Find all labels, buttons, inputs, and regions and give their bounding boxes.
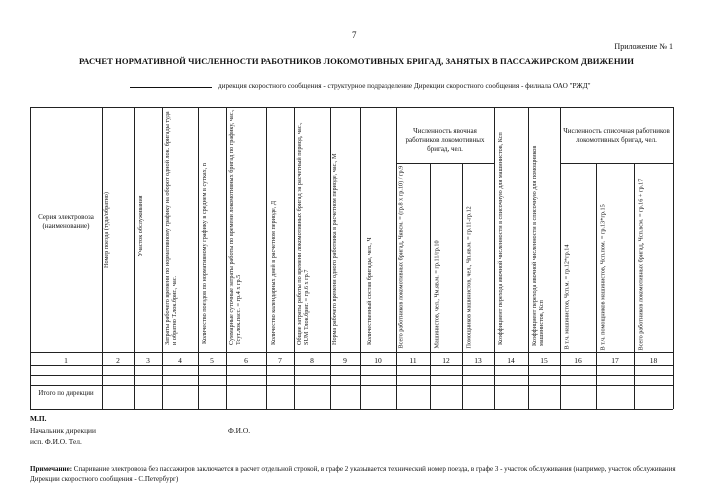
column-number: 17 xyxy=(611,356,619,365)
column-number: 4 xyxy=(178,356,182,365)
executor-label: исп. Ф.И.О. Тел. xyxy=(30,437,82,446)
column-number: 9 xyxy=(343,356,347,365)
document-title: РАСЧЕТ НОРМАТИВНОЙ ЧИСЛЕННОСТИ РАБОТНИКОВ ЛОКОМОТИВНЫХ БРИГАД, ЗАНЯТЫХ В ПАССАЖИРСКОМ ДВИЖЕНИИ xyxy=(78,56,635,66)
total-row-label: Итого по дирекции xyxy=(38,390,94,397)
page-number: 7 xyxy=(352,30,357,40)
header-col-18: Всего работников локомотивных бригад, Чсп.всм. = гр.16 + гр.17 xyxy=(637,178,645,351)
note-label: Примечание: xyxy=(30,465,73,473)
header-col-6: Суммарные суточные затраты работы по времени локомотивных бригад по графику, час., Тсут.лок.пасс. = гр.4 х гр.5 xyxy=(228,109,243,345)
note xyxy=(30,464,680,484)
table-border-bottom xyxy=(30,409,673,410)
stamp-label: М.П. xyxy=(30,414,47,423)
appendix-label: Приложение № 1 xyxy=(614,42,673,51)
header-col-12: Машинистов, чел., Чм.яв.м. = гр.11/гр.10 xyxy=(433,240,441,349)
col-line xyxy=(462,163,463,409)
blank-underline xyxy=(130,80,212,88)
header-col-5: Количество поездов по нормативному графику в среднем в сутках, n xyxy=(201,163,208,344)
document-subtitle xyxy=(130,80,591,90)
header-col-10: Количественный состав бригады, чел., Ч xyxy=(366,237,373,345)
column-number: 3 xyxy=(146,356,150,365)
column-number: 15 xyxy=(540,356,548,365)
col-line xyxy=(596,163,597,409)
head-label: Начальник дирекции xyxy=(30,426,96,435)
header-col-9: Норма рабочего времени одного работника в расчетном периоде, час., М xyxy=(331,153,338,345)
column-number: 6 xyxy=(244,356,248,365)
column-number: 16 xyxy=(574,356,582,365)
column-number: 18 xyxy=(649,356,658,365)
row-line xyxy=(30,385,673,386)
fio-label: Ф.И.О. xyxy=(228,426,251,435)
column-number-line xyxy=(30,365,673,366)
header-col-7: Количество календарных дней в расчетном периоде, Д xyxy=(270,200,277,345)
row-line xyxy=(30,375,673,376)
header-col-4: Затраты рабочего времени по нормативному графику на оборот одной лок. бригады туда и обратно Т.лок.бриг., час. xyxy=(164,111,179,345)
col-line xyxy=(430,163,431,409)
header-col-14: Коэффициент перехода явочной численности в списочную для машинистов, Ксп xyxy=(497,132,504,345)
header-col-1: Серия электровоза (наименование) xyxy=(38,213,94,230)
table-border-top xyxy=(30,107,673,108)
column-number: 1 xyxy=(64,356,68,365)
subtitle-text: дирекция скоростного сообщения - структурное подразделение Дирекции скоростного сообщения - филиала ОАО "РЖД" xyxy=(218,82,591,90)
column-number: 7 xyxy=(278,356,282,365)
header-bottom-line xyxy=(30,352,673,353)
column-number: 5 xyxy=(210,356,214,365)
column-number: 10 xyxy=(374,356,382,365)
header-col-13: Помощников машинистов, чел., Чп.яв.м. = гр.11-гр.12 xyxy=(465,206,473,349)
group-header-spisochnaya: Численность списочная работников локомотивных бригад, чел. xyxy=(563,127,670,144)
header-col-17: В т.ч. помощников машинистов, Чсп.пом. = гр.13*гр.15 xyxy=(599,204,607,351)
header-col-11: Всего работников локомотивных бригад, Чявсм. = (гр.8 х гр.10) / гр.9 xyxy=(397,165,405,349)
note-text: Спаривание электровоза без пассажиров заключается в расчет отдельной строкой, в графе 2 указывается технический номер поезда, в графе 3 - участок обслуживания (например, участок обслуживания Дирекции скоростного сообщения - С.Петербург) xyxy=(30,465,676,483)
header-col-3: Участок обслуживания xyxy=(137,195,144,257)
column-number: 14 xyxy=(507,356,515,365)
header-col-8: Общие затраты работы по времени локомотивных бригад за расчетный период, час., SUM Тлок.бриг. = гр.6 х гр.7 xyxy=(296,122,311,345)
calculation-table xyxy=(30,107,673,410)
header-col-15: Коэффициент перехода явочной численности в списочную для помощников машинистов, Ксп xyxy=(531,145,546,346)
col-line xyxy=(673,107,674,409)
column-number: 13 xyxy=(474,356,482,365)
col-line xyxy=(634,163,635,409)
header-col-2: Номер поезда (туда/обратно) xyxy=(103,192,110,268)
header-col-16: В т.ч. машинистов, Чсп.м. = гр.12*гр.14 xyxy=(563,244,571,350)
column-number: 11 xyxy=(409,356,417,365)
column-number: 12 xyxy=(442,356,450,365)
column-number: 8 xyxy=(310,356,314,365)
column-number: 2 xyxy=(116,356,120,365)
group-header-yavochnaya: Численность явочная работников локомотивных бригад, чел. xyxy=(405,127,485,153)
